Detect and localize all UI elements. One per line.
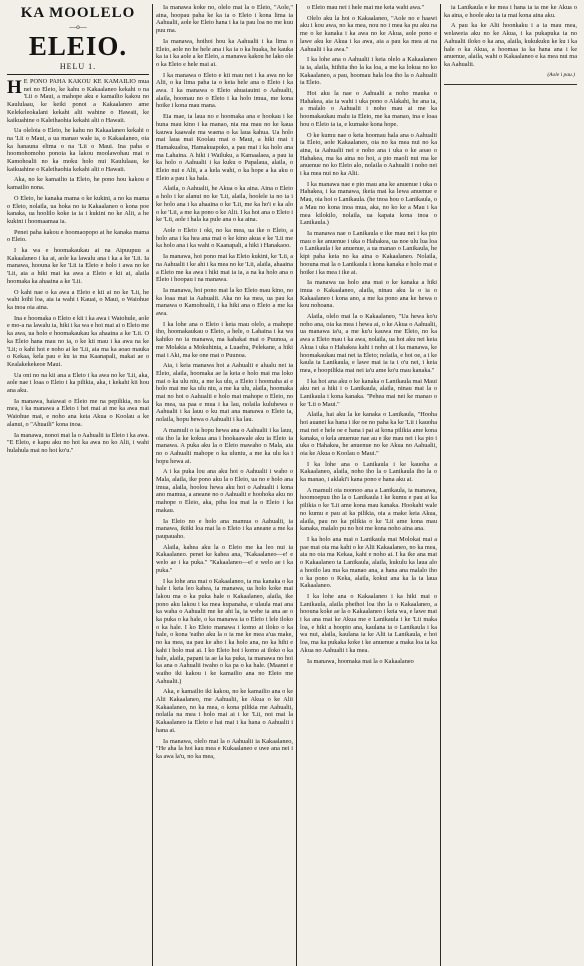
article-paragraph: O kahi nae o ka awa a Eleio e kii ai no ke 'Lii, he wahi loihi loa, aia ia wahi i Kauai, o Maui, o Waiohue ka inoa oia aina.	[7, 288, 149, 311]
article-paragraph: Ia manawa nae o Lanikaula e ike mau nei i ka pio mau o ke anuenue i uka o Hahakea, ua noe ulu lua loa o Lanikaula i ke anuenue, a ua manao o Lanikaula, he kipi paha keia no ka aina o Kakaalaneo. Nolaila, hoouna mai la o Lanikaula i kona kanaka e holo mai e hoike i ka mea i ike ai.	[300, 229, 437, 276]
column-1	[4, 4, 152, 966]
masthead-title: ELEIO.	[28, 31, 128, 61]
article-paragraph: A i ka puka lou ana aku hoi o Aahualii i waho o Mala, alaila, ike pono aku la o Eleio, ua no e holo ana imua, alaila, hoolou hewa aku hoi o Aahualii i kona ano mamua, a aneane no o Aahualii e hoohoka aku no mahope o Eleio, aka, piha loa mai la o Eleio i ka makau.	[156, 468, 293, 514]
article-paragraph: ia Lanikaula e ke mea i hana ia ia me ke Akua o ka aina, e hoole aku ia ia mai kona aina aku.	[444, 4, 577, 19]
article-paragraph: I ka lohe ana mai o Kakaalaneo, ia ma kanaka o ka hale i keia leo kahea, ia manawa, ua holo koke mai lakou ma o ka puka hale o Kakaalaneo, alaila, ike pono aku lakou i ka mea kupanaha, e ulaula mai ana ka waha o Aahualii me ke ahi la, ia wehe ia ana ae o ka puka o ka hale, o ka manawa ia o Eleio i lele iloko o ka hale. I ko Eleio manawa i komo ai iloko o ka hale, o kona 'eaiho aku la o ia me ke mea a'ua make, no ka mea, ua pau ke aho i ka holo ana, no ka hihi e kahi i holo mai ai. I ko Eleio hoi i komo ai iloko o ka hale, alaila, papani ia ae la ka puka, ia manawa no hoi ka ana o Aahualii iwaho o ka pa o ka hale. (Maanei e waiho iki kakou i ke kamailio ana no Eleio me Aahualii.)	[156, 577, 293, 685]
article-paragraph: O Eleio, he kanaka mama o ke kukini, a no ka mama o Eleio, nolaila, ua hoka no ia Kakaalaneo o kona poe kanaka, ua hoolilo koke ia ia i kukini no ke Alii, a he kukini i hoomaamaa ia.	[7, 194, 149, 225]
article-paragraph: I ka holo ana mai o Lanikaula mai Molokai mai a pae mai oia ma kahi o ke Alii Kakaalaneo, no ka mea, aia no oia ma Kekaa, kahi e noho ai. I ka ike ana mai o Kakaalaneo ia Lanikaula, alaila, kukulu ka laua alo a hooilo lau ma ka manao ana, a hana ana malalo iho o ka pono o Keka, alaila, kokui ana ka la ia laua Kakaalaneo.	[300, 536, 437, 590]
masthead-subtitle: HELU 1.	[59, 62, 97, 71]
article-paragraph: Aia, i keia manawa hoi a Aahualii e alualu nei ia Eleio, alaila, hoomaka ae la keia e holo mai ma loko mai o ka ulu niu, a me ka ulu, a Eleio i hoomaha ai e holo mai me ka ulu niu, a me ka ulu, alaila, hoomaka mai no hoi o Aahualii e holo mai mahope o Eleio, no ka mea, ua paa e mua i ka lau, nolaila kuluhewa o Aahualii i ka lauu o ku mai ana manawa o Eleio ia, nolaila, hopu hewa o Aahualii i ka lau.	[156, 362, 293, 424]
lead-paragraph	[7, 78, 149, 124]
article-paragraph: Olelo aku la hoi o Kakaalaneo, "Aole no e haawi aku i kou awa, no ka mea, nou no i mea ka pu aku na me o ke kanaka i ka awa no ke Akua, aole pono e lawe aku ke Akua i ka awa, aia a pau ka mea ai na Aahualii i ka awa."	[300, 14, 437, 53]
continued-note: (Aole i pau.)	[547, 71, 575, 78]
column-2-body	[156, 4, 293, 761]
article-paragraph: Ia manawa, hoihoi hou ka Aahualii i ka lima o Eleio, aole no he hele ana i ka ia o ka huaka, he kauka ka ia i ka aole a ke Eleio, a manawa kakou he lako ole o ka Eleio e hele mai ai.	[156, 37, 293, 68]
article-paragraph: Ia manawa, olelo mai la o Aahualii ia Kakaalaneo, "He aha la hoi kau mea e Kukaalaneo e uwe ana nei i ka awa la'u, no ka mea,	[156, 737, 293, 760]
article-paragraph: Ia manawa, haiawai o Eleio me na pepilikia, no ka mea, i ka manawa a Eleio i hei mai ai me ka awa mai Waiohue mai, e noho ana keia Akua o Koolau a ke alanui, o "Ahuaili" kona inoa.	[7, 397, 149, 428]
article-paragraph: Ia manawa, hoomaka mai la o Kakaalaneo	[307, 657, 414, 665]
article-paragraph: I ka lohe ana o Eleio i keia mau olelo, a mahope iho, hoomakaukau o Eleio, a hele, o Lahaina i ka wa kahiko no ia manawa, ma kahakai mai o Puunoa, a me Molakia a Mokuhinia, a Luaehu, Pelekane, a hiki mai i Aki, ma ke one mai o Puunoa.	[156, 320, 293, 359]
article-paragraph: Alaila, o Aahualii, he Akua o ka aina. Aina o Eleio a holo i ke alanui no ke 'Lii, alaila, hoolele ia no ia i ke holo ana i ka ahaaina o ke 'Lii, me ka ho'i e ka alo o ke 'Lii, a me ka pono o ke Alii. I ka hoi ana o Eleio i ke 'Lii, aole i hala ka pule ana o ka aina.	[156, 185, 293, 224]
column-3	[296, 4, 440, 966]
column-4	[440, 4, 580, 966]
article-paragraph: I ka lohe ana o Kakaalaneo i ka hiki mai o Lanikaula, alaila pheihoi loa iho la o Kakaalaneo, a hoouna koke ae la o Kakaalaneo i keia wa, e lawe mai i ka ana mai ke Akua me e Lanikaula i ke 'Lii maka loa, e hiki a hoopio ana, kaulana ia o Lanikaula i ka wa nui, alaila, kaulana ia ke Alii ia Lanikaula, e hoi loa, ma ka pukaka koke i ke anuenue a maka loa ia ka Akua no Aahualii i ka mea.	[300, 592, 437, 654]
blank-column-space	[444, 85, 577, 965]
article-paragraph: Ia manawa ua holo ana mai o ke kanaka a hiki imua o Kakaalaneo, alaila, ninau aku la o ia o Kakaalaneo i kona ano, a me ka pono ana ke hewa o kou nohoana.	[300, 279, 437, 310]
article-paragraph: Ia Eleio no e holo ana mamua o Aahualii, ia manawa, ikiiki loa mai la o Eleio i ka aneane a me ka paupauaho.	[156, 517, 293, 540]
column-1-body	[7, 127, 149, 454]
masthead-separator: —o—	[69, 23, 87, 31]
article-paragraph: o Eleio mau nei i hele mai me keia wahi awa."	[307, 4, 425, 11]
article-paragraph: Ua oni no na kii ana a Eleio i ka awa no ke 'Lii, aka, aole nae i loaa o Eleio i ka pilikia, aka, i kekahi kii hou ana aku.	[7, 371, 149, 395]
article-paragraph: Ia manawa, hoi pono mai la ko Eleio mau kino, no ka loaa mai ia Aahualii. Aka no ka mea, ua pau ka manawa o Kamohoalii, i ka hiki ana o Eleio a me ka awa.	[156, 286, 293, 318]
article-paragraph: Ia manawa, nonoi mai la o Aahualii ia Eleio i ka awa. "E Eleio, e kapu aku no hoi ka awa no ko Alii, i wahi hulahula mai no hoi ko'u."	[7, 431, 149, 454]
column-3-body	[300, 4, 437, 665]
article-paragraph: Hoi aku la nae o Aahualii a noho mauka o Hahakea, aia ia wahi i uka pono o Alakahi, he ana ia, a malalo o Aahualii i noho mau ai me ka hoomakaukau malu ia Eleio, me ka manao, ina e loaa hou o Eleio ia ia, e kumake kona hope.	[300, 90, 437, 128]
article-paragraph: Alaila, hai aku la ke kanaka o Lanikaula, "Hooha hoi auanei ka hana i ike oe no paha ka ke 'Lii i kauoha mai nei e hele oe e hana i pai ai kona pilikia ame kona kanaka, o kela anuenue nae au e ike mau nei i ka pio i uka o Hahakea, he anuenue no ke Akua no Aahualii, oia ke Akua o Koolau o Maui."	[300, 411, 437, 457]
article-paragraph: Ua oleloia o Eleio, he kahu no Kakaalaneo kekahi o na 'Lii o Maui, a ua manao wale ia, o Kakaalaneo, oia ka hanauna elima o na 'Lii o Maui. Ina paha e hoomohomoho ponoia ka lakou moolawohau mai o Kamohoalii no ka moku holo nui Kaululaau, ke kaikuahine o Kaleihaohia kekahi alii o Hawaii.	[7, 127, 149, 173]
masthead-rule	[7, 74, 149, 75]
article-paragraph: A pau ka ke Alii hoonkaku i a ia mau mea, welaweia aku no ke Akua, i ka pukapuka ia no Aahualii iloko o ka ana, alaila, kukukuku ke ku i ka hale o ka Akua, a hoomaa ia ka hana ana i ke anuenue, alaila, wahi o Kakaalaneo e ka mea nui ma ka Aahualii.	[444, 22, 577, 68]
article-paragraph: Eia mae, ia laua no e hoomaka ana e hookau i ke huna mau kino i ka manao, nia ma mau no ke kaua kauwa kaawale ma waena o ka laua kahua. Ua holo mai laua mai Koolau mai o Maui, a hiki mai i Hamakualoa, Hamakuapoko, a pau mai i ka holo ana ma Lahaina. A hiki i Wailuku, a Kamaalaea, a pau ia ka holo o Aahualii i ka kuku o Papalaua, alaila, o Eleio nui e Alii, a a kela wahi, o ka hope a ka aku o Eleio a pau i ka hala.	[156, 113, 293, 182]
article-paragraph: Ia manawa, hoi pono mai ka Eleio kukini, ke 'Lii, a na Aahualii i ke ahi i ka mea no ke 'Lii, alaila, ahaaina a Eleio me ka awa i hiki mai ia ia, a na ka holo ana o Eleio i hoopau i na manawa.	[156, 253, 293, 284]
article-paragraph: I ka manawa nae e pio mau ana ke anuenue i uka o Hahakea, i ka manawa, ikeia mai ka lewa anuenue e Mau, oia hoi o Lanikaula. (he inoa hou o Lanikaula, o a Mau no kona inoa mua, aka, no ko ke a Mau i ka mea kilokilo, nolaila, ua kapaia kona inoa o Lanikaula.)	[300, 180, 437, 227]
article-paragraph: Alaila, kahea aku la o Eleio me ka leo nui ia Kakaalaneo. penei ke kahea ana, "Kakaalaneo—e! e welo ae i ka puka." "Kakaalaneo—e! e welo ae i ka puka."	[156, 543, 293, 574]
drop-cap: H	[7, 77, 22, 98]
article-paragraph: A mamuli o ia hopu hewa ana o Aahualii i ka lauu, oia iho la ke kokua ana i hookaawale aku ia Eleio ia manawa. A puka aku la o Eleio mawaho o Mala, aia no o Aahualii mahope o ka uluniu, a me ka ulu ka i hopu hewa ai.	[156, 426, 293, 465]
article-paragraph: Alaila, olelo mai la o Kakaalaneo, "Ua hewa ko'u noho ana, oia ka mea i hewa ai, o ke Akua o Aahualii, ua manawa ia'u, a me ku'u kauwa me Eleio, no ka awa a Eleio mau i ka awa, nolaila, ua hoi aku nei keia Akua i uka o Hahakea kahi i noho ai i ka manawa, ke hoomakaukau mai nei ia Eleio; nolaila, e hoi oe, a i ke kaula ia Lanikaula, e lawe mai ia ia i o'u nei, i keia mea, e hoopilikia mai nei ia'u ame ko'u mau kanaka."	[300, 313, 437, 374]
article-paragraph: I ka wa e hoomakaukau ai na Aipuupuu a Kakaalaneo i ka ai, aole ka lawalu ana i ka a ke 'Lii. Ia manawa, hoouna ke ke 'Lii ia Eleio e holo i awa no ke 'Lii, aia a hiki mai ka awa a Eleio e kii ai, alaila hoomaka ka ahaaina a ke 'Lii.	[7, 247, 149, 285]
column-4-body	[444, 4, 577, 69]
article-paragraph: A mamuli oia noonoo ana a Lanikaula, ia manawa, hoomoepuu iho la o Lanikaula i ke kumu e pau ai ka pilikia o ke 'Lii ame kona mau kanaka. Hookahi wale no kumu e pau ai ka pilikia, oia a make keia Akua, alaila, pau no ka pilikia o ke 'Lii ame kona mau kanaka, malalo pu no hoi me kona noho aina ana.	[300, 486, 437, 533]
article-paragraph: Aka, no ke kamailio ia Eleio, he pono hou kakou e kamailio nona.	[7, 176, 149, 192]
columns	[4, 4, 580, 966]
article-paragraph: Ia manawa koke no, olelo mai la o Eleio, "Aole," aina, hoopau paha ke ka ia o Eleio i kona lima ia Aahualii, aole ke Eleio hana i ka ia pau loa no me kuu puu ma.	[156, 4, 293, 35]
article-paragraph: I ka hoi ana aku o ke kanaka o Lanikaula mai Maui aku nei a hiki i o Lanikaula, alaila, ninau mai la o Lanikaula i kona kanaka. "Pehea mai nei ke manao o ke 'Lii o Maui."	[300, 377, 437, 408]
article-paragraph: I ka manawa o Eleio e kii mau nei i ka awa no ke Alii, o ka lima paha ia o keia hele ana o Eleio i ka awa. I ka manawa o Eleio ahuaiauini o Aahualii, alaila, hoomau no o Eleio i ka holo imua, me kona hoike i kona mau mana.	[156, 71, 293, 110]
article-paragraph: Penei paha kakou e hoomaopopo ai he kanaka mama o Eleio.	[7, 228, 149, 244]
column-2	[152, 4, 296, 966]
lead-text: E PONO PAHA KAKOU KE KAMAILIO mua nei no Eleio, ke kahu o Kakaalaneo kekahi o na 'Lii o Maui, a mahope aku e kamailio kakou no Kaululaau, ke keiki ponoi a Kakaalaneo ame Kelekeleokalani kekahi alii wahine o Hawaii, ke kaikuahine o Kaleihaohia kekahi alii o Hawaii.	[7, 78, 149, 124]
masthead-title-top: KA MOOLELO	[20, 5, 136, 21]
article-paragraph: O ke kumu nae o keia hoomau hala ana o Aahualii ia Eleio, aole Kakaalaneo, oia no ka mea nui no ka aina, ia Aahualii nei e noho ana i uka o ke aoao o Hahakea, ma ka aina no hoi, a pio maoli nui ma ke anuenue no ko Eleio alo, nolaila o Aahualii i noho nei i ka mea nui no ka Alii.	[300, 131, 437, 178]
article-paragraph: I ka lohe ana o Lanikaula i ke kauoha a Kakaalaneo, alaila, noho iho la o Lanikaula iho la o ka manao, i aklaki'i kana pono e hana aku ai.	[300, 460, 437, 484]
article-paragraph: Aole o Eleio i oki, no ka mea, ua ike o Eleio, a holo ana i ka hea ana mai o ke kino akua e ke 'Lii me ka holo ana i ka wahi o Kaanapali, a hiki i Hanakaoo.	[156, 226, 293, 250]
article-paragraph: I ka lohe ana o Aahualii i keia olelo a Kakaalaneo ia ia, alaila, hiihiia iho la ka loa, a me ka lokua no ko Kakaalaneo, a pau, hoomau hala loa iho la o Aahualii ia Eleio.	[300, 56, 437, 87]
article-paragraph: Ina e hoomaka o Eleio e kii i ka awa i Waiohule, aole e mo-a na lawalu ia, hiki i ka wa e hoi mai ai o Eleio me ka awa, ua holo e hoomakaukau ka ahaaina a ke 'Lii. O ka Eleio hana mau no ia, o ke kii mau i ka awa na ke 'Lii; o kahi hoi e noho ai ke 'Lii, aia ma ka aoao mauka o Kekaa, kela pau e ku ia ma Kaanapali, makai ae o Kealakekekeoe Maui.	[7, 314, 149, 368]
article-paragraph: Aka, e kamailio iki kakou, no ke kamailio ana o ke Alii Kakaalaneo, me Aahualii, ke Akua o ke Alii Kakaalaneo, no ka mea, o kona pilikia me Aahualii, nolaila na mea i holo mai ai i ke 'Lii, noi mai la Kakaalaneo ia Eleio e hai mai i ka hana o Aahualii i hana ai.	[156, 688, 293, 734]
